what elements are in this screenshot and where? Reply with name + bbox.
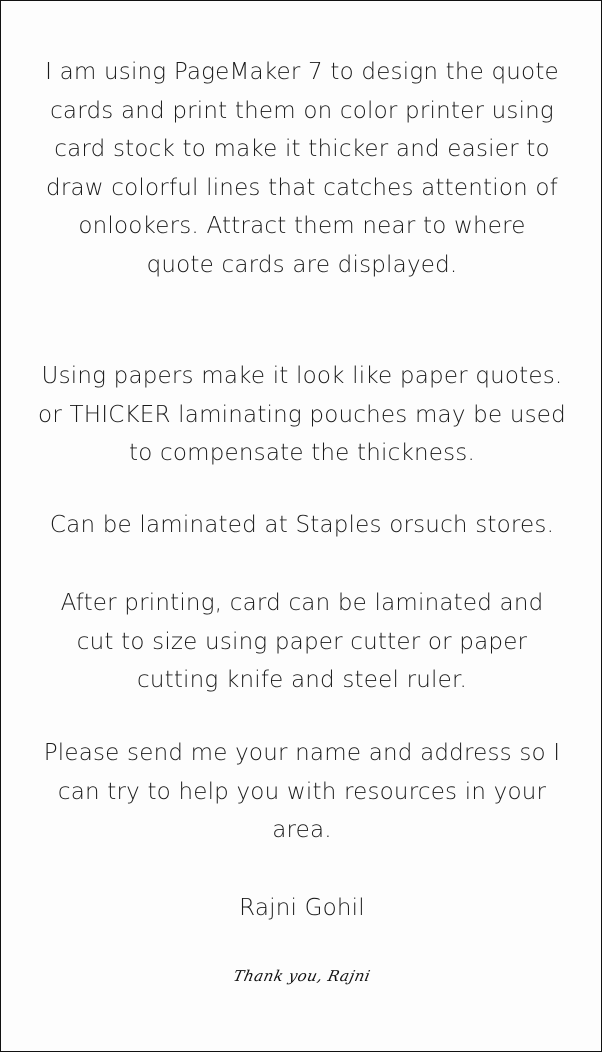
paragraph-after-printing: After printing, card can be laminated and cut to size using paper cutter or paper cutting knife and steel ruler.	[60, 590, 544, 693]
paragraph-papers: Using papers make it look like paper quotes. or THICKER laminating pouches may be used to compensate the thickness.	[38, 363, 566, 466]
author-name: Rajni Gohil	[239, 895, 365, 921]
paragraph-contact-request: Please send me your name and address so I can try to help you with resources in your area.	[43, 740, 561, 843]
handwritten-signature: Thank you, Rajni	[231, 967, 373, 985]
paragraph-laminated: Can be laminated at Staples orsuch stores.	[49, 512, 555, 538]
paragraph-pagemaker: I am using PageMaker 7 to design the quote cards and print them on color printer using card stock to make it thicker and easier to draw colorful lines that catches attention of onlookers. Attract them near to where quote cards are displayed.	[45, 59, 559, 278]
